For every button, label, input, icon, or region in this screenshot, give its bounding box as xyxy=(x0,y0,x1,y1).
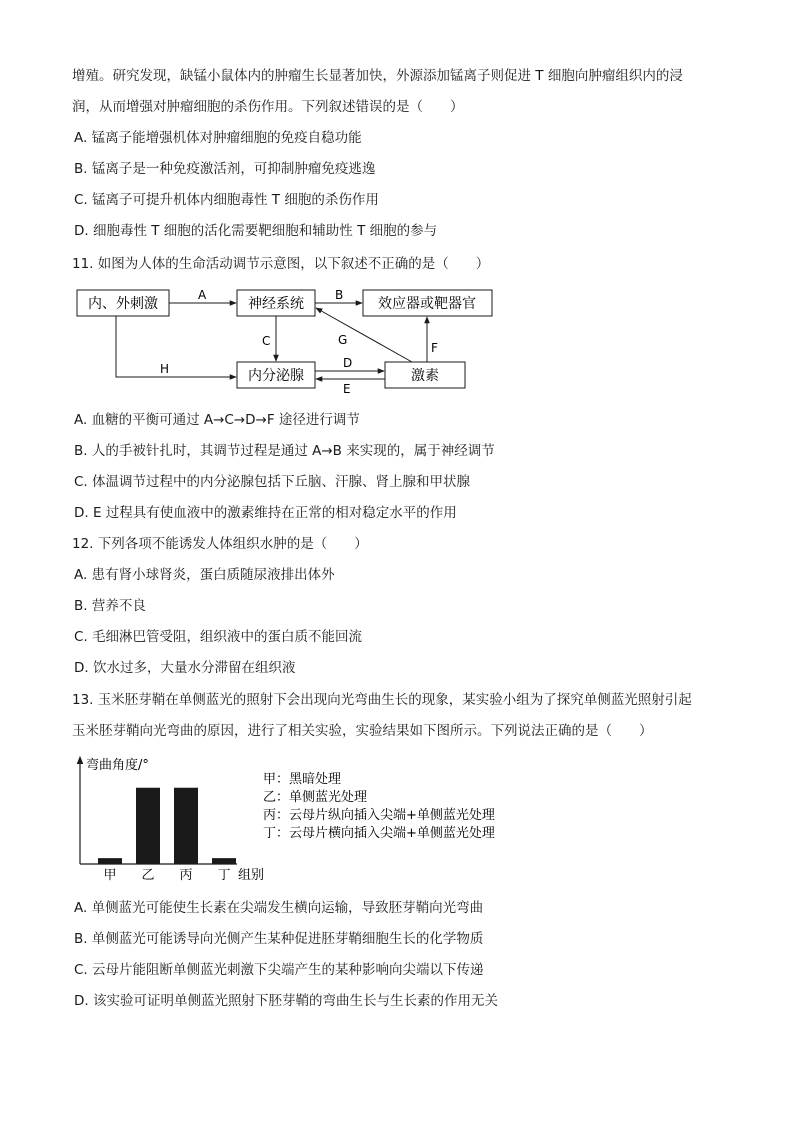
node-stimulus xyxy=(77,290,169,316)
node-endocrine xyxy=(237,362,315,388)
node-effector-label: 效应器或靶器官 xyxy=(378,296,476,312)
y-axis-label: 弯曲角度/° xyxy=(86,758,149,773)
q13-stem-line1: 13. 玉米胚芽鞘在单侧蓝光的照射下会出现向光弯曲生长的现象，某实验小组为了探究单侧蓝光照射引起 xyxy=(72,692,692,708)
q12-option-d: D. 饮水过多，大量水分滞留在组织液 xyxy=(74,660,296,676)
edge-g-label: G xyxy=(338,333,348,347)
legend-item-yi: 乙：单侧蓝光处理 xyxy=(263,790,368,805)
q10-stem-line2: 润，从而增强对肿瘤细胞的杀伤作用。下列叙述错误的是（ ） xyxy=(72,99,464,115)
legend-item-ding: 丁：云母片横向插入尖端+单侧蓝光处理 xyxy=(263,826,495,841)
x-tick-label-1: 乙 xyxy=(141,868,155,883)
edge-h-label: H xyxy=(160,362,170,376)
node-stimulus-label: 内、外刺激 xyxy=(88,296,158,312)
x-tick-label-3: 丁 xyxy=(217,868,231,883)
edge-d-label: D xyxy=(343,356,353,370)
bar-1 xyxy=(136,788,160,864)
node-hormone xyxy=(385,362,465,388)
q10-option-a: A. 锰离子能增强机体对肿瘤细胞的免疫自稳功能 xyxy=(74,130,362,146)
legend-item-bing: 丙：云母片纵向插入尖端+单侧蓝光处理 xyxy=(263,808,495,823)
edge-b-label: B xyxy=(335,288,344,302)
edge-c-label: C xyxy=(262,334,271,348)
x-axis-label: 组别 xyxy=(238,868,265,883)
q12-stem: 12. 下列各项不能诱发人体组织水肿的是（ ） xyxy=(72,536,368,552)
x-tick-label-2: 丙 xyxy=(179,868,193,883)
edge-h xyxy=(116,316,236,377)
q13-option-b: B. 单侧蓝光可能诱导向光侧产生某种促进胚芽鞘细胞生长的化学物质 xyxy=(74,931,484,947)
q10-option-b: B. 锰离子是一种免疫激活剂，可抑制肿瘤免疫逃逸 xyxy=(74,161,376,177)
q11-option-a: A. 血糖的平衡可通过 A→C→D→F 途径进行调节 xyxy=(74,412,360,428)
q13-stem-line2: 玉米胚芽鞘向光弯曲的原因，进行了相关实验，实验结果如下图所示。下列说法正确的是（ ） xyxy=(72,723,653,739)
node-effector xyxy=(363,290,492,316)
q10-stem-line1: 增殖。研究发现，缺锰小鼠体内的肿瘤生长显著加快，外源添加锰离子则促进 T 细胞向肿瘤组织内的浸 xyxy=(72,68,683,84)
node-nervous-system xyxy=(237,290,315,316)
bar-2 xyxy=(174,788,198,864)
q13-option-a: A. 单侧蓝光可能使生长素在尖端发生横向运输，导致胚芽鞘向光弯曲 xyxy=(74,900,484,916)
q12-option-c: C. 毛细淋巴管受阻，组织液中的蛋白质不能回流 xyxy=(74,629,363,645)
q12-option-a: A. 患有肾小球肾炎，蛋白质随尿液排出体外 xyxy=(74,567,335,583)
legend-item-jia: 甲：黑暗处理 xyxy=(263,772,342,787)
bar-0 xyxy=(98,858,122,864)
bar-3 xyxy=(212,858,236,864)
chart-legend xyxy=(263,771,495,841)
q12-option-b: B. 营养不良 xyxy=(74,598,146,614)
node-nervous-system-label: 神经系统 xyxy=(248,296,304,312)
edge-e-label: E xyxy=(343,382,351,394)
node-hormone-label: 激素 xyxy=(411,368,439,384)
edge-a-label: A xyxy=(198,288,207,302)
x-tick-label-0: 甲 xyxy=(103,868,117,883)
q11-option-b: B. 人的手被针扎时，其调节过程是通过 A→B 来实现的，属于神经调节 xyxy=(74,443,495,459)
edge-f-label: F xyxy=(431,341,438,355)
q13-option-d: D. 该实验可证明单侧蓝光照射下胚芽鞘的弯曲生长与生长素的作用无关 xyxy=(74,993,498,1009)
regulation-diagram xyxy=(72,282,512,394)
q13-option-c: C. 云母片能阻断单侧蓝光刺激下尖端产生的某种影响向尖端以下传递 xyxy=(74,962,484,978)
q11-option-d: D. E 过程具有使血液中的激素维持在正常的相对稳定水平的作用 xyxy=(74,505,457,521)
q10-option-d: D. 细胞毒性 T 细胞的活化需要靶细胞和辅助性 T 细胞的参与 xyxy=(74,223,438,239)
bending-angle-chart xyxy=(72,756,522,886)
q10-option-c: C. 锰离子可提升机体内细胞毒性 T 细胞的杀伤作用 xyxy=(74,192,379,208)
node-endocrine-label: 内分泌腺 xyxy=(248,368,304,384)
q11-option-c: C. 体温调节过程中的内分泌腺包括下丘脑、汗腺、肾上腺和甲状腺 xyxy=(74,474,471,490)
q11-stem: 11. 如图为人体的生命活动调节示意图，以下叙述不正确的是（ ） xyxy=(72,256,490,272)
